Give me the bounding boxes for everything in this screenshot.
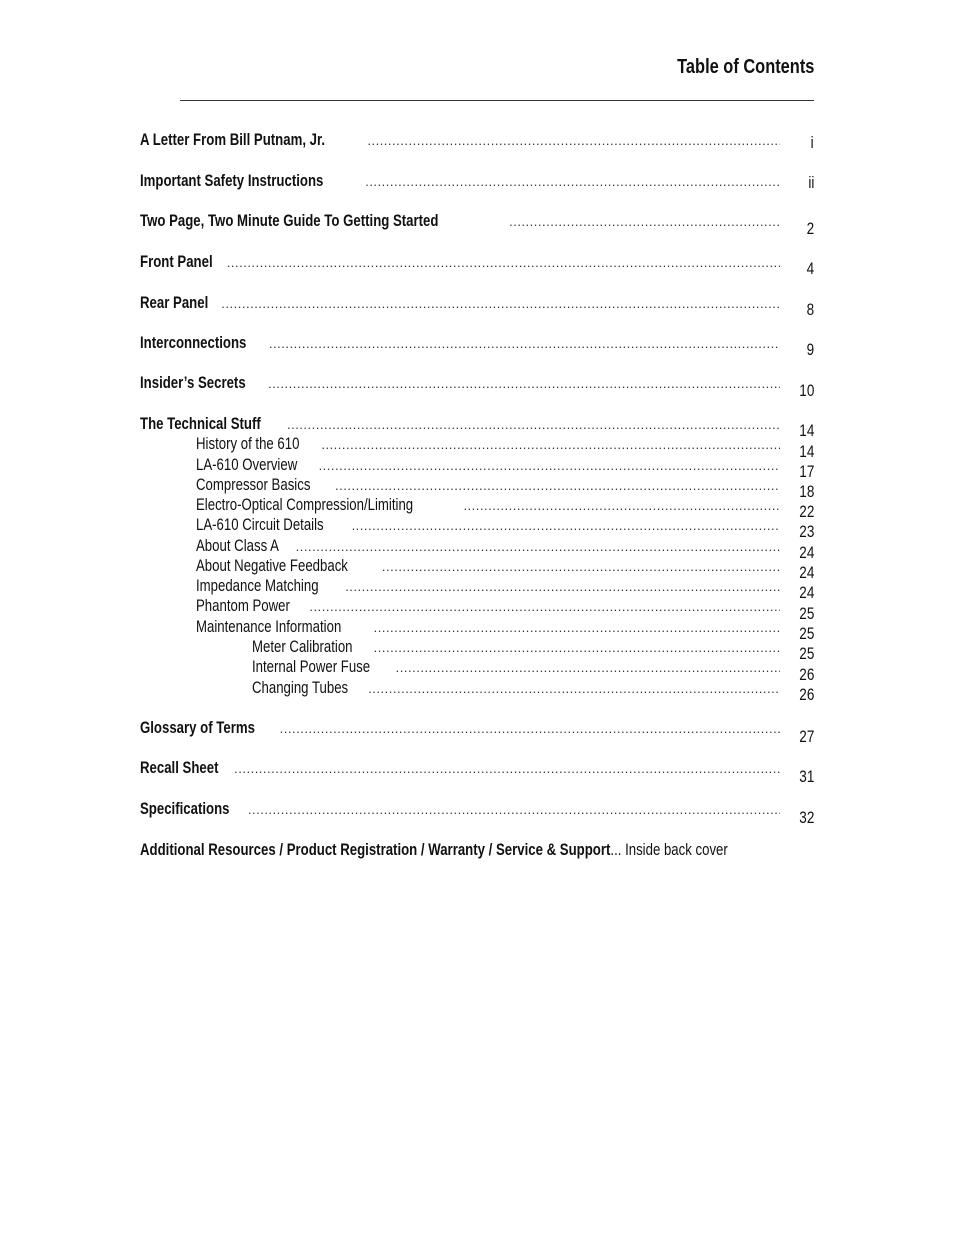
dot-leader xyxy=(396,658,780,677)
toc-page-number-text: 25 xyxy=(798,645,814,663)
toc-entry-label: About Class A xyxy=(196,537,279,555)
dot-leader xyxy=(463,496,780,515)
toc-page-number-text: 24 xyxy=(798,584,814,602)
toc-entry[interactable] xyxy=(196,618,780,637)
toc-page-number-text: 2 xyxy=(806,220,814,238)
toc-page-number xyxy=(774,422,814,441)
toc-page-number-text: 25 xyxy=(798,625,814,643)
toc-page-number xyxy=(774,134,814,153)
toc-entry[interactable] xyxy=(196,496,780,515)
dot-leader xyxy=(352,516,780,535)
toc-entry-label: Important Safety Instructions xyxy=(140,172,324,190)
toc-entry-label: Internal Power Fuse xyxy=(252,658,371,676)
toc-entry[interactable] xyxy=(140,719,780,738)
toc-entry-label: Rear Panel xyxy=(140,294,209,312)
dot-leader xyxy=(280,719,780,738)
toc-page-number xyxy=(774,220,814,239)
toc-entry-label: Front Panel xyxy=(140,253,213,271)
toc-page-number xyxy=(774,523,814,542)
toc-page-number xyxy=(774,382,814,401)
toc-entry-label: About Negative Feedback xyxy=(196,557,348,575)
toc-entry[interactable] xyxy=(140,131,780,150)
toc-entry-label: Compressor Basics xyxy=(196,476,311,494)
toc-page-number-text: 14 xyxy=(798,443,814,461)
toc-entry-label: Recall Sheet xyxy=(140,759,219,777)
toc-page-number-text: 24 xyxy=(798,564,814,582)
toc-entry[interactable] xyxy=(252,658,780,677)
dot-leader xyxy=(382,557,780,576)
toc-page-number xyxy=(774,544,814,563)
dot-leader xyxy=(321,435,780,454)
toc-entry[interactable] xyxy=(196,456,780,475)
dot-leader xyxy=(345,577,780,596)
toc-page-number-text: 27 xyxy=(798,728,814,746)
toc-page-number xyxy=(774,605,814,624)
toc-page-number-text: 4 xyxy=(806,260,814,278)
page-title: Table of Contents xyxy=(676,56,814,78)
toc-page-number xyxy=(774,301,814,320)
toc-page-number-text: 10 xyxy=(798,382,814,400)
toc-page-number-text: i xyxy=(810,134,814,152)
dot-leader xyxy=(368,679,780,698)
toc-page-number xyxy=(774,564,814,583)
toc-entry-label: LA-610 Overview xyxy=(196,456,298,474)
toc-page-number-text: 17 xyxy=(798,463,814,481)
dot-leader xyxy=(374,618,780,637)
toc-entry[interactable] xyxy=(196,476,780,495)
toc-entry-label: Glossary of Terms xyxy=(140,719,255,737)
toc-page-number-text: 26 xyxy=(798,666,814,684)
toc-page-number xyxy=(774,768,814,787)
toc-entry[interactable] xyxy=(140,759,780,778)
dot-leader xyxy=(234,759,780,778)
dot-leader xyxy=(509,212,780,231)
toc-entry[interactable] xyxy=(140,800,780,819)
toc-page-number xyxy=(774,503,814,522)
toc-entry-label: Meter Calibration xyxy=(252,638,353,656)
toc-entry[interactable] xyxy=(196,577,780,596)
toc-page-number xyxy=(774,645,814,664)
dot-leader xyxy=(309,597,780,616)
toc-entry-label: Additional Resources / Product Registration / Warranty / Service & Support xyxy=(140,841,611,859)
toc-entry-label: Specifications xyxy=(140,800,230,818)
toc-entry-label: The Technical Stuff xyxy=(140,415,261,433)
dot-leader xyxy=(365,172,780,191)
toc-entry-additional-resources[interactable] xyxy=(140,841,728,860)
dot-leader xyxy=(374,638,780,657)
toc-page-number xyxy=(774,686,814,705)
toc-page-number-text: 31 xyxy=(798,768,814,786)
toc-entry[interactable] xyxy=(140,374,780,393)
toc-entry[interactable] xyxy=(140,172,780,191)
toc-page-number xyxy=(774,260,814,279)
toc-page-number xyxy=(774,174,814,193)
dot-leader xyxy=(248,800,780,819)
toc-entry[interactable] xyxy=(140,253,780,272)
toc-entry-label: A Letter From Bill Putnam, Jr. xyxy=(140,131,326,149)
dot-leader xyxy=(287,415,780,434)
toc-entry-label: Phantom Power xyxy=(196,597,290,615)
toc-page-number xyxy=(774,809,814,828)
dot-leader xyxy=(335,476,780,495)
toc-page-number xyxy=(774,463,814,482)
toc-entry-label: Impedance Matching xyxy=(196,577,319,595)
toc-entry[interactable] xyxy=(140,294,780,313)
toc-entry-label: Electro-Optical Compression/Limiting xyxy=(196,496,414,514)
toc-entry[interactable] xyxy=(196,516,780,535)
toc-entry[interactable] xyxy=(140,415,780,434)
toc-page-number-text: 18 xyxy=(798,483,814,501)
toc-page-number-text: ii xyxy=(807,174,814,192)
dot-leader xyxy=(367,131,780,150)
dot-leader xyxy=(319,456,780,475)
toc-entry[interactable] xyxy=(196,537,780,556)
dot-leader xyxy=(269,334,780,353)
toc-entry-label: Insider’s Secrets xyxy=(140,374,246,392)
dot-leader xyxy=(268,374,780,393)
toc-page-number-text: 14 xyxy=(798,422,814,440)
dot-leader xyxy=(227,253,780,272)
toc-page-number-text: 22 xyxy=(798,503,814,521)
toc-page-number-text: 24 xyxy=(798,544,814,562)
toc-entry-label: Changing Tubes xyxy=(252,679,349,697)
toc-entry[interactable] xyxy=(140,334,780,353)
toc-entry[interactable] xyxy=(252,679,780,698)
toc-page-number xyxy=(774,341,814,360)
toc-entry[interactable] xyxy=(196,435,780,454)
toc-page-number-text: 9 xyxy=(806,341,814,359)
toc-entry[interactable] xyxy=(140,212,780,231)
toc-entry-label: Maintenance Information xyxy=(196,618,342,636)
toc-page-number xyxy=(774,483,814,502)
toc-entry-label: Interconnections xyxy=(140,334,247,352)
toc-entry-label: Two Page, Two Minute Guide To Getting Started xyxy=(140,212,439,230)
toc-page-number-text: 26 xyxy=(798,686,814,704)
dot-leader xyxy=(221,294,780,313)
toc-page-number xyxy=(774,728,814,747)
toc-entry[interactable] xyxy=(196,597,780,616)
toc-page-number-text: 8 xyxy=(806,301,814,319)
dot-leader xyxy=(296,537,780,556)
toc-entry-suffix: ... Inside back cover xyxy=(610,841,728,859)
toc-page-number xyxy=(774,443,814,462)
toc-page-number xyxy=(774,666,814,685)
toc-page-number xyxy=(774,584,814,603)
header-rule xyxy=(180,100,814,101)
toc-entry-label: LA-610 Circuit Details xyxy=(196,516,324,534)
toc-entry-label: History of the 610 xyxy=(196,435,300,453)
toc-page-number xyxy=(774,625,814,644)
toc-entry[interactable] xyxy=(196,557,780,576)
toc-entry[interactable] xyxy=(252,638,780,657)
toc-page-number-text: 23 xyxy=(798,523,814,541)
toc-page-number-text: 25 xyxy=(798,605,814,623)
toc-page-number-text: 32 xyxy=(798,809,814,827)
